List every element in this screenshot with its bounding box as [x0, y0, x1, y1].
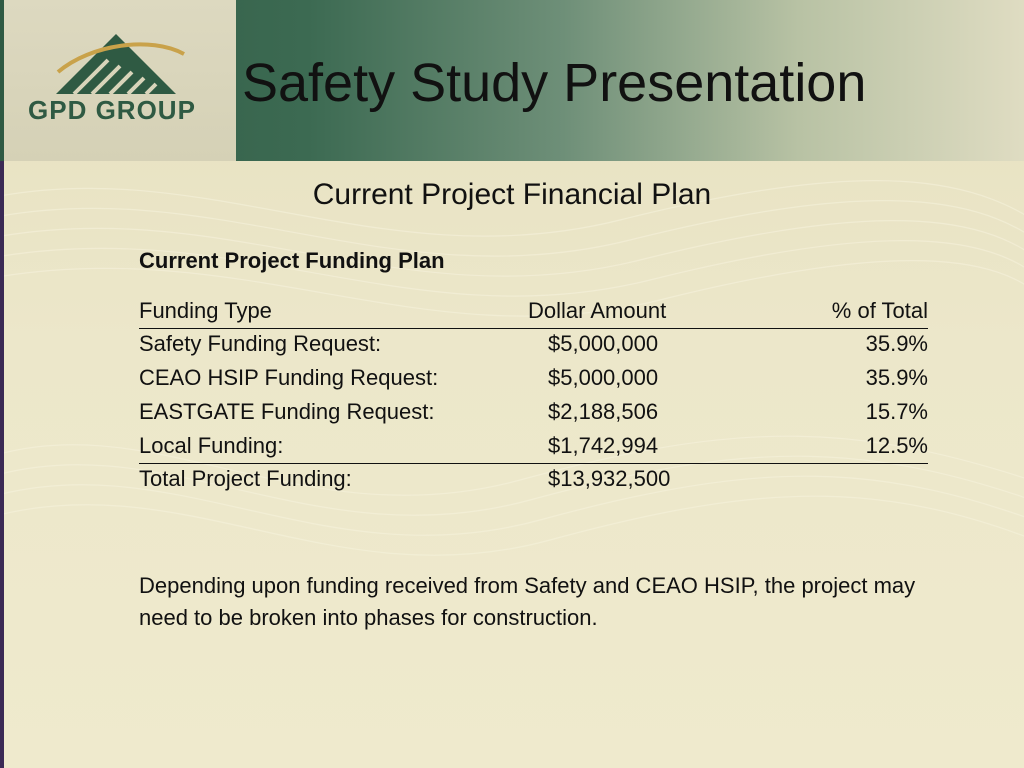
percent-cell: 35.9%: [865, 365, 928, 390]
funding-type-cell: Safety Funding Request:: [139, 331, 382, 356]
table-header-row: [139, 296, 928, 329]
dollar-amount-cell: $1,742,994: [548, 433, 659, 458]
header-banner: [0, 0, 1024, 161]
header-percent-of-total: % of Total: [831, 298, 928, 323]
table-row: [139, 363, 928, 397]
table-total-row: [139, 464, 928, 498]
page-title: Safety Study Presentation: [242, 53, 867, 113]
dollar-amount-cell: $2,188,506: [548, 399, 659, 424]
logo-text: GPD GROUP: [28, 95, 196, 125]
funding-type-cell: Total Project Funding:: [139, 466, 352, 491]
dollar-amount-cell: $5,000,000: [548, 331, 659, 356]
pyramid-logo-icon: [46, 30, 196, 96]
dollar-amount-cell: $5,000,000: [548, 365, 659, 390]
percent-cell: 12.5%: [865, 433, 928, 458]
logo: [4, 0, 236, 161]
table-row: [139, 397, 928, 431]
section-heading: Current Project Funding Plan: [139, 248, 445, 273]
percent-cell: 15.7%: [865, 399, 928, 424]
funding-table: [139, 296, 928, 498]
table-row: [139, 431, 928, 464]
dollar-amount-cell: $13,932,500: [548, 466, 671, 491]
funding-type-cell: CEAO HSIP Funding Request:: [139, 365, 439, 390]
percent-cell: 35.9%: [865, 331, 928, 356]
construction-phasing-note: Depending upon funding received from Safety and CEAO HSIP, the project may need to be broken into phases for construction.: [139, 573, 916, 630]
header-funding-type: Funding Type: [139, 298, 272, 323]
funding-type-cell: Local Funding:: [139, 433, 284, 458]
header-dollar-amount: Dollar Amount: [528, 298, 667, 323]
table-row: [139, 329, 928, 363]
slide-subtitle: Current Project Financial Plan: [312, 178, 712, 211]
funding-type-cell: EASTGATE Funding Request:: [139, 399, 435, 424]
